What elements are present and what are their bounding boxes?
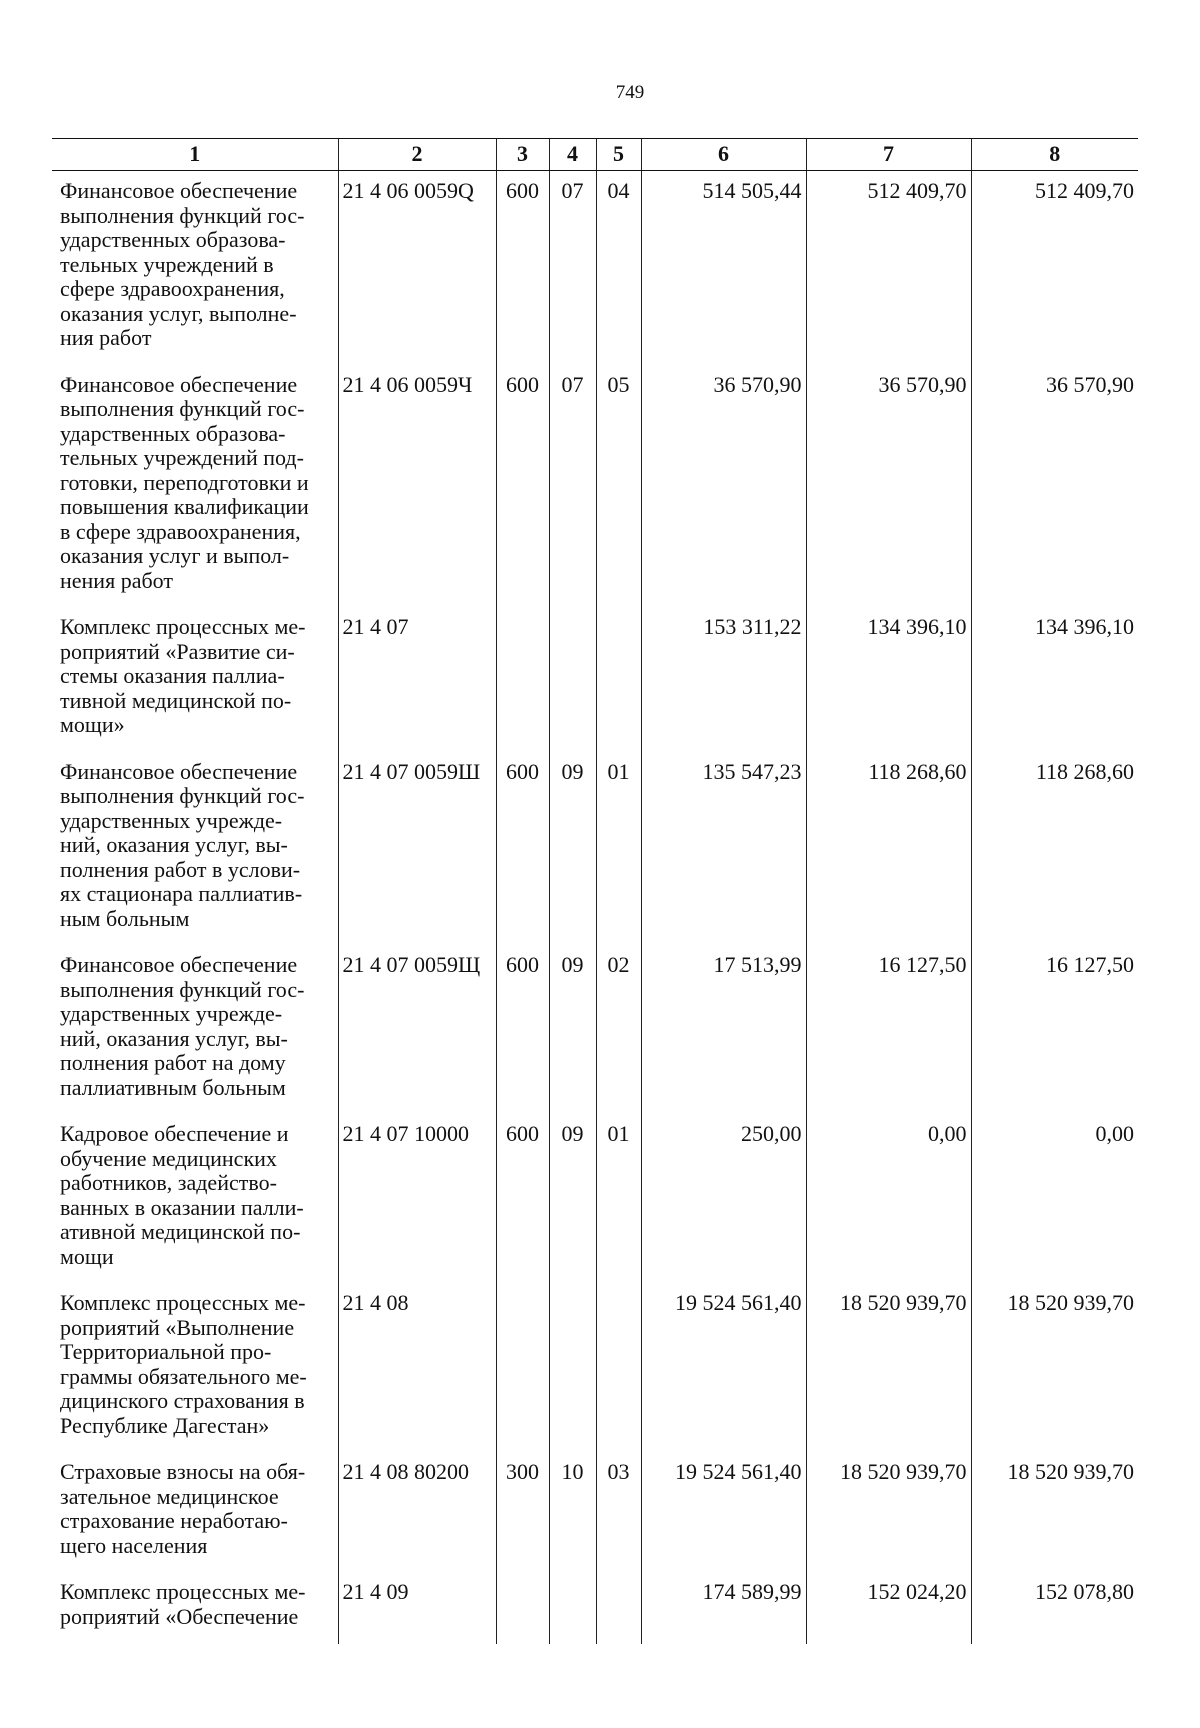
row-col-4: 07: [549, 359, 596, 602]
row-col-5: [596, 1277, 641, 1446]
row-value-7: 134 396,10: [806, 601, 971, 746]
header-row: [52, 139, 1138, 171]
row-name: Комплекс процессных ме- роприятий «Обеспечение: [60, 1579, 306, 1629]
row-value-6: 153 311,22: [641, 601, 806, 746]
row-col-5: [596, 1566, 641, 1644]
table-row: [52, 601, 1138, 746]
row-col-5: 03: [596, 1446, 641, 1566]
row-code: 21 4 07: [338, 601, 496, 746]
row-col-4: 09: [549, 939, 596, 1108]
row-value-7: 16 127,50: [806, 939, 971, 1108]
row-col-4: 09: [549, 746, 596, 940]
row-code: 21 4 06 0059Ч: [338, 359, 496, 602]
row-value-6: 174 589,99: [641, 1566, 806, 1644]
table-row: [52, 1108, 1138, 1277]
row-name: Комплекс процессных ме- роприятий «Развитие си- стемы оказания паллиа- тивной медицинской по- мощи»: [60, 614, 306, 737]
row-name: Финансовое обеспечение выполнения функций гос- ударственных учрежде- ний, оказания услуг, вы- полнения работ на дому паллиативным больным: [60, 952, 305, 1100]
row-col-4: [549, 601, 596, 746]
row-col-4: 07: [549, 171, 596, 359]
table-row: [52, 359, 1138, 602]
row-code: 21 4 09: [338, 1566, 496, 1644]
table-row: [52, 1446, 1138, 1566]
row-col-5: 02: [596, 939, 641, 1108]
row-value-6: 19 524 561,40: [641, 1277, 806, 1446]
row-name: Финансовое обеспечение выполнения функций гос- ударственных учрежде- ний, оказания услуг, вы- полнения работ в услови- ях стационара паллиатив- ным больным: [60, 758, 305, 931]
row-value-7: 18 520 939,70: [806, 1277, 971, 1446]
row-col-5: 01: [596, 746, 641, 940]
row-col-3: [496, 1566, 549, 1644]
row-value-8: 512 409,70: [971, 171, 1138, 359]
header-col-4: 4: [549, 139, 596, 171]
header-col-8: 8: [971, 139, 1138, 171]
row-name: Страховые взносы на обя- зательное медицинское страхование неработаю- щего населения: [60, 1459, 306, 1558]
row-value-6: 17 513,99: [641, 939, 806, 1108]
row-value-6: 36 570,90: [641, 359, 806, 602]
row-value-8: 36 570,90: [971, 359, 1138, 602]
row-col-4: 10: [549, 1446, 596, 1566]
row-value-6: 514 505,44: [641, 171, 806, 359]
row-value-7: 0,00: [806, 1108, 971, 1277]
row-col-3: 600: [496, 171, 549, 359]
header-col-3: 3: [496, 139, 549, 171]
row-code: 21 4 07 0059Ш: [338, 746, 496, 940]
row-col-3: 600: [496, 1108, 549, 1277]
row-code: 21 4 07 0059Щ: [338, 939, 496, 1108]
row-col-3: [496, 1277, 549, 1446]
row-value-7: 152 024,20: [806, 1566, 971, 1644]
row-value-8: 18 520 939,70: [971, 1446, 1138, 1566]
row-col-5: 05: [596, 359, 641, 602]
header-col-7: 7: [806, 139, 971, 171]
row-name: Финансовое обеспечение выполнения функций гос- ударственных образова- тельных учреждений в сфере здравоохранения, оказания услуг, выполне- ния работ: [60, 178, 305, 350]
row-value-7: 36 570,90: [806, 359, 971, 602]
row-value-6: 135 547,23: [641, 746, 806, 940]
row-value-6: 19 524 561,40: [641, 1446, 806, 1566]
row-value-8: 18 520 939,70: [971, 1277, 1138, 1446]
row-value-7: 118 268,60: [806, 746, 971, 940]
row-col-3: 600: [496, 939, 549, 1108]
table-row: [52, 1277, 1138, 1446]
row-value-7: 512 409,70: [806, 171, 971, 359]
row-col-5: 01: [596, 1108, 641, 1277]
row-value-6: 250,00: [641, 1108, 806, 1277]
table-body: [52, 171, 1138, 1645]
table-row: [52, 1566, 1138, 1644]
table-row: [52, 746, 1138, 940]
table-header: [52, 139, 1138, 171]
row-col-3: 300: [496, 1446, 549, 1566]
row-name: Комплекс процессных ме- роприятий «Выполнение Территориальной про- граммы обязательного ме- дицинского страхования в Республике Дагестан»: [60, 1290, 307, 1438]
row-col-3: 600: [496, 746, 549, 940]
row-col-5: [596, 601, 641, 746]
row-col-5: 04: [596, 171, 641, 359]
row-name: Кадровое обеспечение и обучение медицинских работников, задейство- ванных в оказании палли- ативной медицинской по- мощи: [60, 1121, 304, 1269]
row-value-8: 16 127,50: [971, 939, 1138, 1108]
page-number: 749: [615, 82, 645, 103]
row-col-3: [496, 601, 549, 746]
row-col-4: [549, 1566, 596, 1644]
row-name: Финансовое обеспечение выполнения функций гос- ударственных образова- тельных учреждений под- готовки, переподготовки и повышения квалификации в сфере здравоохранения, оказания услуг и выпол- нения работ: [60, 371, 309, 593]
row-col-3: 600: [496, 359, 549, 602]
row-value-7: 18 520 939,70: [806, 1446, 971, 1566]
header-col-6: 6: [641, 139, 806, 171]
budget-table: [52, 138, 1138, 1644]
header-col-2: 2: [338, 139, 496, 171]
row-code: 21 4 06 0059Q: [338, 171, 496, 359]
table-row: [52, 171, 1138, 359]
row-col-4: 09: [549, 1108, 596, 1277]
row-value-8: 118 268,60: [971, 746, 1138, 940]
header-col-1: 1: [52, 139, 338, 171]
header-col-5: 5: [596, 139, 641, 171]
row-value-8: 152 078,80: [971, 1566, 1138, 1644]
table-row: [52, 939, 1138, 1108]
row-code: 21 4 08 80200: [338, 1446, 496, 1566]
row-value-8: 0,00: [971, 1108, 1138, 1277]
row-col-4: [549, 1277, 596, 1446]
row-value-8: 134 396,10: [971, 601, 1138, 746]
row-code: 21 4 08: [338, 1277, 496, 1446]
row-code: 21 4 07 10000: [338, 1108, 496, 1277]
